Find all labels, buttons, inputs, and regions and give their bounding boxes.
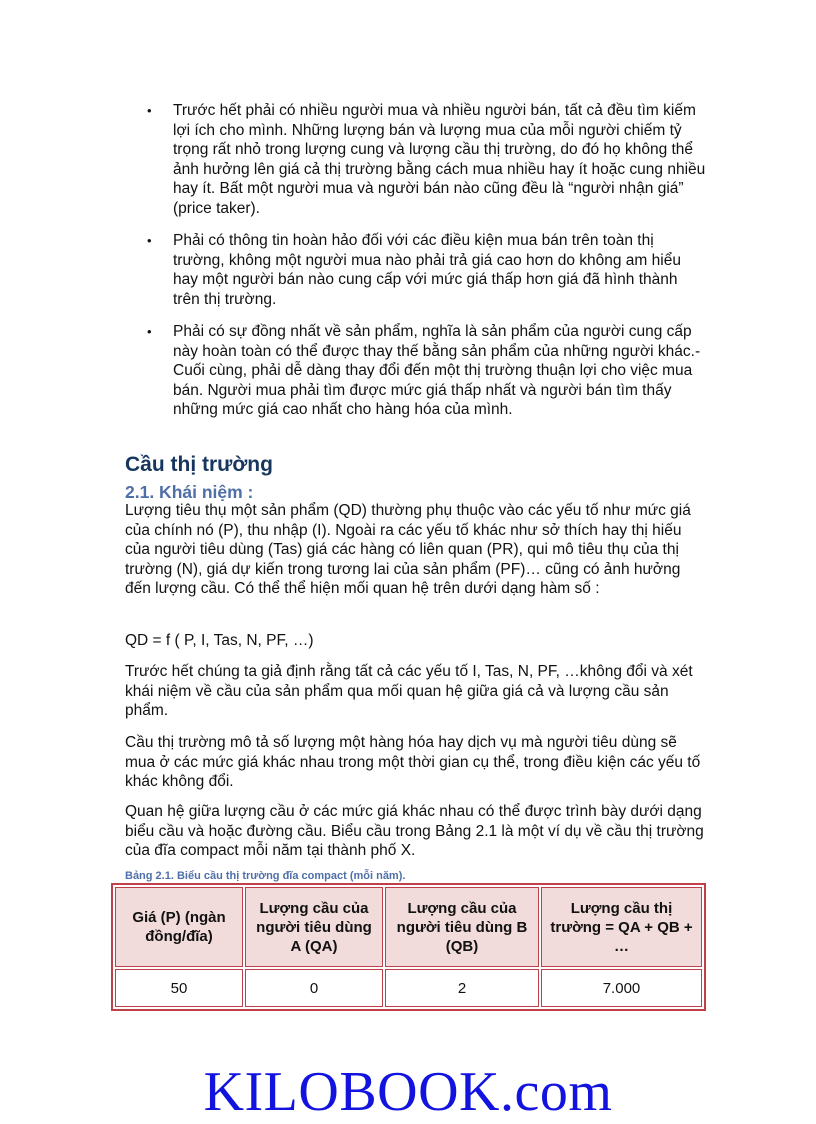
table-caption: Bảng 2.1. Biểu cầu thị trường đĩa compact (mỗi năm).: [125, 870, 406, 882]
table-cell: 2: [385, 969, 539, 1007]
bullet-item: [147, 101, 707, 218]
paragraph-definition: Lượng tiêu thụ một sản phẩm (QD) thường phụ thuộc vào các yếu tố như mức giá của chính nó (P), thu nhập (I). Ngoài ra các yếu tố khác như sở thích hay thị hiếu của người tiêu dùng (Tas) giá các hàng có liên quan (PR), qui mô tiêu thụ của thị trường (N), giá dự kiến trong tương lai của sản phẩm (PF)… cũng có ảnh hưởng đến lượng cầu. Có thể thể hiện mối quan hệ trên dưới dạng hàm số :: [125, 502, 691, 597]
table-header-cell: Lượng cầu của người tiêu dùng B (QB): [385, 887, 539, 967]
paragraph-assumption: Trước hết chúng ta giả định rằng tất cả các yếu tố I, Tas, N, PF, …không đổi và xét khái niệm về cầu của sản phẩm qua mối quan hệ giữa giá cả và lượng cầu sản phẩm.: [125, 663, 693, 719]
bullet-marker: •: [147, 233, 152, 248]
paragraph-formula: QD = f ( P, I, Tas, N, PF, …): [125, 632, 314, 649]
bullet-item: [147, 322, 707, 420]
bullet-item: [147, 231, 707, 309]
subsection-heading: 2.1. Khái niệm :: [125, 482, 254, 502]
bullet-text: Phải có thông tin hoàn hảo đối với các điều kiện mua bán trên toàn thị trường, không một người mua nào phải trả giá cao hơn do không am hiểu hay một người bán nào cung cấp với mức giá thấp hơn giá đã hình thành trên thị trường.: [173, 232, 681, 308]
paragraph-demand-schedule: Quan hệ giữa lượng cầu ở các mức giá khác nhau có thể được trình bày dưới dạng biểu cầu và hoặc đường cầu. Biểu cầu trong Bảng 2.1 là một ví dụ về cầu thị trường của đĩa compact mỗi năm tại thành phố X.: [125, 803, 704, 859]
table-header-cell: Lượng cầu của người tiêu dùng A (QA): [245, 887, 383, 967]
table-row: [115, 969, 702, 1007]
demand-schedule-table: [111, 883, 706, 1011]
table-header-cell: Giá (P) (ngàn đồng/đĩa): [115, 887, 243, 967]
bullet-text: Trước hết phải có nhiều người mua và nhiều người bán, tất cả đều tìm kiếm lợi ích cho mình. Những lượng bán và lượng mua của mỗi người chiếm tỷ trọng rất nhỏ trong lượng cung và lượng cầu thị trường, do đó họ không thể ảnh hưởng lên giá cả thị trường bằng cách mua nhiều hay ít hoặc cung nhiều hay ít. Bất một người mua và người bán nào cũng đều là “người nhận giá” (price taker).: [173, 102, 706, 217]
paragraph-market-demand: Cầu thị trường mô tả số lượng một hàng hóa hay dịch vụ mà người tiêu dùng sẽ mua ở các mức giá khác nhau trong một thời gian cụ thể, trong điều kiện các yếu tố khác không đổi.: [125, 734, 701, 790]
bullet-marker: •: [147, 324, 152, 339]
table-cell: 7.000: [541, 969, 702, 1007]
bullet-marker: •: [147, 103, 152, 118]
section-heading: Cầu thị trường: [125, 453, 273, 476]
watermark-logo: KILOBOOK.com: [203, 1061, 613, 1123]
table-cell: 50: [115, 969, 243, 1007]
table-header-cell: Lượng cầu thị trường = QA + QB + …: [541, 887, 702, 967]
condition-bullet-list: [147, 101, 707, 433]
table-header-row: [115, 887, 702, 967]
bullet-text: Phải có sự đồng nhất về sản phẩm, nghĩa là sản phẩm của người cung cấp này hoàn toàn có thể được thay thế bằng sản phẩm của những người khác.- Cuối cùng, phải dễ dàng thay đổi đến một thị trường thuận lợi cho việc mua bán. Người mua phải tìm được mức giá thấp nhất và người bán tìm thấy những mức giá cao nhất cho hàng hóa của mình.: [173, 323, 701, 418]
table-cell: 0: [245, 969, 383, 1007]
